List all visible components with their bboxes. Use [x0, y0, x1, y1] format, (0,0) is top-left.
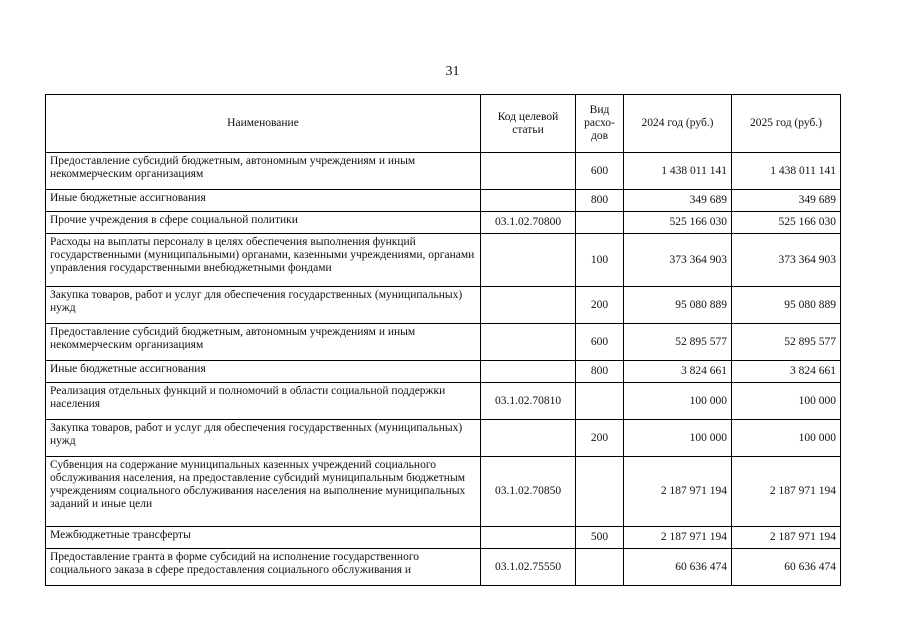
cell-2024: 52 895 577 [624, 324, 732, 361]
cell-code [481, 287, 576, 324]
cell-type: 200 [576, 420, 624, 457]
cell-type: 800 [576, 361, 624, 383]
header-code: Код целевой статьи [481, 95, 576, 153]
table-row [46, 549, 841, 586]
cell-2025: 100 000 [732, 420, 841, 457]
cell-type [576, 212, 624, 234]
cell-type [576, 457, 624, 527]
cell-2024: 349 689 [624, 190, 732, 212]
cell-2024: 95 080 889 [624, 287, 732, 324]
cell-name: Прочие учреждения в сфере социальной политики [46, 212, 481, 234]
table-row [46, 287, 841, 324]
cell-2024: 60 636 474 [624, 549, 732, 586]
cell-name: Предоставление гранта в форме субсидий на исполнение государственного социального заказа в сфере предоставления социального обслуживания и [46, 549, 481, 586]
table-row [46, 324, 841, 361]
cell-2024: 1 438 011 141 [624, 153, 732, 190]
cell-code: 03.1.02.70850 [481, 457, 576, 527]
header-type: Вид расхо-дов [576, 95, 624, 153]
cell-2025: 3 824 661 [732, 361, 841, 383]
cell-name: Субвенция на содержание муниципальных казенных учреждений социального обслуживания населения, на предоставление субсидий муниципальным бюджетным учреждениям социального обслуживания населения на выполнение муниципальных заданий и иные цели [46, 457, 481, 527]
cell-code [481, 153, 576, 190]
cell-2025: 349 689 [732, 190, 841, 212]
cell-code [481, 527, 576, 549]
cell-2025: 95 080 889 [732, 287, 841, 324]
cell-2024: 100 000 [624, 383, 732, 420]
page-number: 31 [445, 64, 460, 79]
cell-2025: 2 187 971 194 [732, 457, 841, 527]
cell-name: Расходы на выплаты персоналу в целях обеспечения выполнения функций государственными (муниципальными) органами, казенными учреждениями, органами управления государственными внебюджетными фондами [46, 234, 481, 287]
budget-table [45, 94, 841, 586]
header-2024: 2024 год (руб.) [624, 95, 732, 153]
cell-2025: 100 000 [732, 383, 841, 420]
cell-2025: 525 166 030 [732, 212, 841, 234]
cell-code: 03.1.02.75550 [481, 549, 576, 586]
cell-2024: 2 187 971 194 [624, 457, 732, 527]
cell-code [481, 420, 576, 457]
table-row [46, 420, 841, 457]
cell-code [481, 190, 576, 212]
cell-2025: 2 187 971 194 [732, 527, 841, 549]
cell-2025: 60 636 474 [732, 549, 841, 586]
cell-2024: 525 166 030 [624, 212, 732, 234]
table-header-row [46, 95, 841, 153]
cell-type: 500 [576, 527, 624, 549]
cell-code [481, 234, 576, 287]
cell-2024: 2 187 971 194 [624, 527, 732, 549]
table-row [46, 527, 841, 549]
cell-type: 200 [576, 287, 624, 324]
table-row [46, 234, 841, 287]
cell-name: Закупка товаров, работ и услуг для обеспечения государственных (муниципальных) нужд [46, 287, 481, 324]
cell-2025: 1 438 011 141 [732, 153, 841, 190]
cell-name: Предоставление субсидий бюджетным, автономным учреждениям и иным некоммерческим организациям [46, 153, 481, 190]
cell-2024: 3 824 661 [624, 361, 732, 383]
cell-type [576, 383, 624, 420]
cell-type: 600 [576, 153, 624, 190]
cell-name: Предоставление субсидий бюджетным, автономным учреждениям и иным некоммерческим организациям [46, 324, 481, 361]
table-row [46, 383, 841, 420]
cell-name: Межбюджетные трансферты [46, 527, 481, 549]
table-row [46, 190, 841, 212]
cell-2024: 373 364 903 [624, 234, 732, 287]
cell-name: Иные бюджетные ассигнования [46, 190, 481, 212]
cell-code: 03.1.02.70810 [481, 383, 576, 420]
cell-type [576, 549, 624, 586]
cell-name: Иные бюджетные ассигнования [46, 361, 481, 383]
table-row [46, 361, 841, 383]
table-row [46, 153, 841, 190]
cell-name: Реализация отдельных функций и полномочий в области социальной поддержки населения [46, 383, 481, 420]
cell-type: 800 [576, 190, 624, 212]
header-name: Наименование [46, 95, 481, 153]
table-row [46, 457, 841, 527]
cell-type: 600 [576, 324, 624, 361]
cell-code [481, 324, 576, 361]
cell-code [481, 361, 576, 383]
cell-type: 100 [576, 234, 624, 287]
header-2025: 2025 год (руб.) [732, 95, 841, 153]
cell-2025: 52 895 577 [732, 324, 841, 361]
cell-name: Закупка товаров, работ и услуг для обеспечения государственных (муниципальных) нужд [46, 420, 481, 457]
cell-code: 03.1.02.70800 [481, 212, 576, 234]
cell-2024: 100 000 [624, 420, 732, 457]
table-row [46, 212, 841, 234]
cell-2025: 373 364 903 [732, 234, 841, 287]
